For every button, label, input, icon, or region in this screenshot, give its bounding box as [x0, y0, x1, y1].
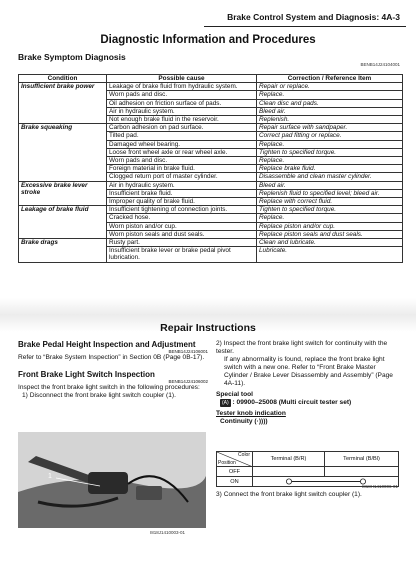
right-column: [216, 340, 400, 426]
cell-condition: Excessive brake lever stroke: [19, 181, 107, 206]
cell-correction: Replace piston and/or cup.: [257, 222, 403, 230]
cell-condition: Brake squeaking: [19, 124, 107, 181]
table-row: [19, 239, 403, 247]
cell-correction: Tighten to specified torque.: [257, 148, 403, 156]
cell-correction: Replace piston seals and dust seals.: [257, 230, 403, 238]
cell-correction: Repair surface with sandpaper.: [257, 124, 403, 132]
cell-cause: Loose front wheel axle or rear wheel axle.: [107, 148, 257, 156]
cell-cause: Cracked hose.: [107, 214, 257, 222]
photo-callout-1: 1: [48, 473, 52, 480]
text-switch-intro: Inspect the front brake light switch in the following procedures:: [18, 384, 200, 391]
cell-correction: Tighten to specified torque.: [257, 206, 403, 214]
cell-correction: Replace.: [257, 140, 403, 148]
table-row: [19, 181, 403, 189]
knob-table-code: I818H1410006-01: [361, 484, 398, 489]
continuity-text: Continuity (·)))): [220, 418, 268, 425]
continuity-header-row: [217, 452, 399, 467]
photo-illustration: [18, 432, 206, 528]
cell-correction: Replenish fluid to specified level; bleed air.: [257, 189, 403, 197]
cell-cause: Damaged wheel bearing.: [107, 140, 257, 148]
cell-correction: Disassemble and clean master cylinder.: [257, 173, 403, 181]
table-row: [19, 206, 403, 214]
table-header-row: [19, 75, 403, 83]
position-label: Position: [218, 460, 236, 466]
cell-cause: Improper quality of brake fluid.: [107, 198, 257, 206]
cell-correction: Bleed air.: [257, 181, 403, 189]
table-row: [19, 124, 403, 132]
color-position-cell: [217, 452, 253, 467]
special-tool-text: : 09900–25008 (Multi circuit tester set): [232, 399, 352, 406]
header-terminal-br: Terminal (B/R): [253, 452, 325, 467]
cell-cause: Insufficient brake fluid.: [107, 189, 257, 197]
photo-code: I818J1410003-01: [150, 530, 186, 535]
cell-cause: Air in hydraulic system.: [107, 107, 257, 115]
special-tool-label: Special tool: [216, 391, 254, 398]
cell-cause: Oil adhesion on friction surface of pads.: [107, 99, 257, 107]
cell-cause: Insufficient tightening of connection joints.: [107, 206, 257, 214]
subsection-title-symptom: Brake Symptom Diagnosis: [18, 52, 126, 62]
cell-condition: Insufficient brake power: [19, 83, 107, 124]
cell-correction: Replace.: [257, 214, 403, 222]
header-rule: [204, 26, 406, 27]
cell-cause: Worn pads and disc.: [107, 91, 257, 99]
table-row: [19, 83, 403, 91]
row-label-off: OFF: [217, 467, 253, 477]
cell-correction: Replace.: [257, 91, 403, 99]
tool-icon: (A): [222, 400, 229, 406]
section-title-repair: Repair Instructions: [160, 322, 256, 334]
code-pedal: BENB14J24106001: [168, 349, 208, 354]
cell-correction: Replenish.: [257, 116, 403, 124]
cell-correction: Lubricate.: [257, 247, 403, 262]
cell-cause: Worn pads and disc.: [107, 157, 257, 165]
terminal-br-circle: [286, 479, 291, 484]
section-code: BENB14J24104001: [360, 62, 400, 67]
cell-correction: Replace.: [257, 157, 403, 165]
continuity-table: [216, 451, 399, 487]
cell-cause: Carbon adhesion on pad surface.: [107, 124, 257, 132]
cell-cause: Not enough brake fluid in the reservoir.: [107, 116, 257, 124]
cell-correction: Correct pad fitting or replace.: [257, 132, 403, 140]
heading-brake-light-switch: Front Brake Light Switch Inspection: [18, 370, 155, 379]
step-2: 2) Inspect the front brake light switch for continuity with the tester.: [216, 340, 388, 355]
continuity-row-off: [217, 467, 399, 477]
color-label: Color: [238, 452, 250, 458]
header-condition: Condition: [19, 75, 107, 83]
left-column: [18, 340, 208, 400]
cell-cause: Clogged return port of master cylinder.: [107, 173, 257, 181]
step-2-note: If any abnormality is found, replace the front brake light switch with a new one. Refer to “Front Brake Master Cylinder / Brake Lever Disassembly and Assembly” (Page 4A-11).: [224, 356, 393, 387]
cell-cause: Air in hydraulic system.: [107, 181, 257, 189]
header-correction: Correction / Reference Item: [257, 75, 403, 83]
cell-correction: Clean and lubricate.: [257, 239, 403, 247]
cell-correction: Repair or replace.: [257, 83, 403, 91]
cell-cause: Leakage of brake fluid from hydraulic system.: [107, 83, 257, 91]
cell-correction: Bleed air.: [257, 107, 403, 115]
cell-condition: Leakage of brake fluid: [19, 206, 107, 239]
text-pedal-ref: Refer to “Brake System Inspection” in Section 0B (Page 0B-17).: [18, 354, 205, 361]
brake-symptom-table: [18, 74, 403, 263]
cell-cause: Tilted pad.: [107, 132, 257, 140]
code-switch: BENB14J24106002: [168, 379, 208, 384]
cell-cause: Worn piston seals and dust seals.: [107, 230, 257, 238]
switch-photo: [18, 432, 206, 528]
row-label-on: ON: [217, 477, 253, 487]
section-title-diagnostic: Diagnostic Information and Procedures: [100, 34, 316, 46]
header-terminal-bbl: Terminal (B/Bl): [325, 452, 399, 467]
step-1: 1) Disconnect the front brake light switch coupler (1).: [22, 392, 176, 399]
cell-cause: Foreign material in brake fluid.: [107, 165, 257, 173]
cell-correction: Clean disc and pads.: [257, 99, 403, 107]
cell-cause: Rusty part.: [107, 239, 257, 247]
tester-knob-label: Tester knob indication: [216, 410, 286, 417]
cell-cause: Insufficient brake lever or brake pedal pivot lubrication.: [107, 247, 257, 262]
cell-cause: Worn piston and/or cup.: [107, 222, 257, 230]
cell-correction: Replace brake fluid.: [257, 165, 403, 173]
cell-condition: Brake drags: [19, 239, 107, 263]
page-header: Brake Control System and Diagnosis: 4A-3: [227, 12, 400, 22]
heading-pedal-height: Brake Pedal Height Inspection and Adjustment: [18, 340, 196, 349]
header-possible-cause: Possible cause: [107, 75, 257, 83]
cell-correction: Replace with correct fluid.: [257, 198, 403, 206]
step-3: 3) Connect the front brake light switch coupler (1).: [216, 491, 362, 498]
special-tool-row: [216, 399, 400, 407]
